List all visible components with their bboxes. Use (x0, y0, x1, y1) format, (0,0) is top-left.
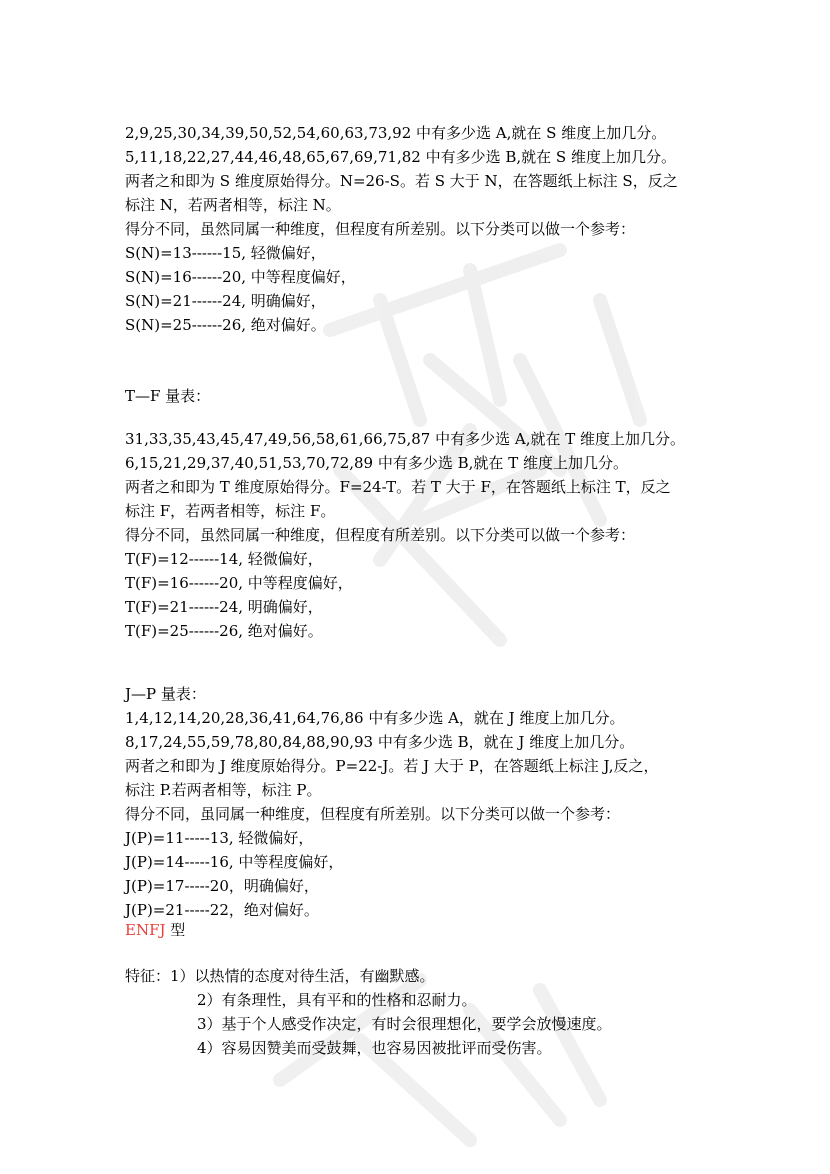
tf-range-clear: T(F)=21------24, 明确偏好， (125, 598, 323, 616)
type-heading (125, 918, 185, 942)
s-range-absolute: S(N)=25------26, 绝对偏好。 (125, 316, 326, 334)
jp-range-moderate: J(P)=14-----16, 中等程度偏好， (125, 853, 344, 871)
jp-rule-line-cont: 标注 P.若两者相等，标注 P。 (125, 781, 322, 799)
tf-note-line: 得分不同，虽然同属一种维度，但程度有所差别。以下分类可以做一个参考： (125, 526, 636, 544)
jp-scoring-line-a: 1,4,12,14,20,28,36,41,64,76,86 中有多少选 A，就在 J 维度上加几分。 (125, 709, 625, 727)
type-code: ENFJ (125, 921, 166, 939)
tf-rule-line-cont: 标注 F，若两者相等，标注 F。 (125, 502, 336, 520)
feature-label: 特征： (125, 967, 171, 985)
jp-note-line: 得分不同，虽同属一种维度，但程度有所差别。以下分类可以做一个参考： (125, 805, 621, 823)
s-scoring-line-b: 5,11,18,22,27,44,46,48,65,67,69,71,82 中有多少选 B,就在 S 维度上加几分。 (125, 148, 676, 166)
feature-item: 2）有条理性，具有平和的性格和忍耐力。 (197, 991, 477, 1009)
s-scoring-line-a: 2,9,25,30,34,39,50,52,54,60,63,73,92 中有多少选 A,就在 S 维度上加几分。 (125, 124, 667, 142)
feature-item: 3）基于个人感受作决定，有时会很理想化，要学会放慢速度。 (197, 1015, 612, 1033)
s-rule-line-cont: 标注 N，若两者相等，标注 N。 (125, 196, 341, 214)
tf-range-absolute: T(F)=25------26, 绝对偏好。 (125, 622, 323, 640)
tf-scoring-line-a: 31,33,35,43,45,47,49,56,58,61,66,75,87 中有多少选 A,就在 T 维度上加几分。 (125, 430, 686, 448)
jp-range-clear: J(P)=17-----20，明确偏好， (125, 877, 319, 895)
tf-section-title: T—F 量表： (125, 387, 211, 405)
tf-scoring-line-b: 6,15,21,29,37,40,51,53,70,72,89 中有多少选 B,就在 T 维度上加几分。 (125, 454, 628, 472)
tf-range-slight: T(F)=12------14, 轻微偏好， (125, 550, 323, 568)
s-range-clear: S(N)=21------24, 明确偏好， (125, 292, 326, 310)
jp-scoring-line-b: 8,17,24,55,59,78,80,84,88,90,93 中有多少选 B，就在 J 维度上加几分。 (125, 733, 635, 751)
tf-range-moderate: T(F)=16------20, 中等程度偏好， (125, 574, 353, 592)
s-rule-line: 两者之和即为 S 维度原始得分。N=26-S。若 S 大于 N，在答题纸上标注 S，反之 (125, 172, 678, 190)
s-note-line: 得分不同，虽然同属一种维度，但程度有所差别。以下分类可以做一个参考： (125, 220, 636, 238)
jp-rule-line: 两者之和即为 J 维度原始得分。P=22-J。若 J 大于 P，在答题纸上标注 J,反之， (125, 757, 659, 775)
type-suffix: 型 (165, 921, 186, 939)
jp-range-slight: J(P)=11-----13, 轻微偏好， (125, 829, 314, 847)
jp-range-absolute: J(P)=21-----22，绝对偏好。 (125, 901, 319, 919)
tf-rule-line: 两者之和即为 T 维度原始得分。F=24-T。若 T 大于 F，在答题纸上标注 T，反之 (125, 478, 671, 496)
feature-item: 4）容易因赞美而受鼓舞，也容易因被批评而受伤害。 (197, 1039, 552, 1057)
feature-row-1 (125, 964, 435, 988)
s-range-moderate: S(N)=16------20, 中等程度偏好， (125, 268, 356, 286)
feature-item: 1）以热情的态度对待生活，有幽默感。 (170, 967, 435, 985)
s-range-slight: S(N)=13------15, 轻微偏好， (125, 244, 326, 262)
jp-section-title: J—P 量表： (125, 685, 206, 703)
